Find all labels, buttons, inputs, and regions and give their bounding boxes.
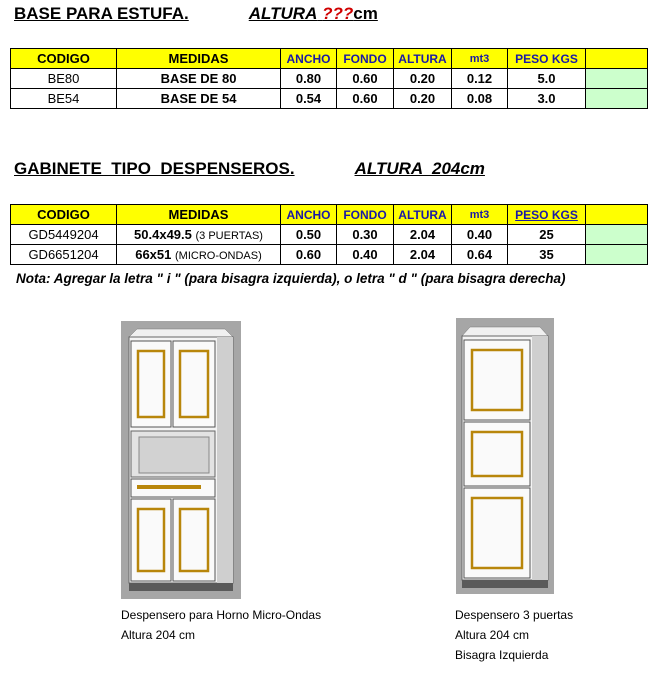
cell-codigo: GD6651204 [11, 245, 117, 265]
three-door-pantry-cabinet-image [456, 318, 554, 594]
green-cell [586, 69, 648, 89]
gabinete-table [10, 204, 648, 265]
medidas-value: 66x51 [135, 247, 172, 262]
cell-ancho: 0.50 [281, 225, 337, 245]
section2-title: GABINETE TIPO DESPENSEROS. [14, 159, 295, 178]
header-peso: PESO KGS [508, 49, 586, 69]
base-estufa-table [10, 48, 648, 109]
cell-altura: 2.04 [394, 245, 452, 265]
header-medidas: MEDIDAS [117, 49, 281, 69]
green-cell [586, 205, 648, 225]
cell-ancho: 0.60 [281, 245, 337, 265]
cell-codigo: GD5449204 [11, 225, 117, 245]
cell-mt3: 0.08 [452, 89, 508, 109]
header-codigo: CODIGO [11, 49, 117, 69]
cell-ancho: 0.54 [281, 89, 337, 109]
cell-altura: 0.20 [394, 89, 452, 109]
table-row [11, 245, 648, 265]
header-ancho: ANCHO [281, 49, 337, 69]
green-cell [586, 245, 648, 265]
table-header-row [11, 205, 648, 225]
header-altura: ALTURA [394, 205, 452, 225]
header-mt3: mt3 [452, 49, 508, 69]
caption-line: Despensero para Horno Micro-Ondas [121, 608, 322, 622]
header-altura: ALTURA [394, 49, 452, 69]
microwave-pantry-cabinet-image [121, 321, 241, 599]
table-row [11, 89, 648, 109]
header-ancho: ANCHO [281, 205, 337, 225]
cell-fondo: 0.60 [337, 89, 394, 109]
cell-ancho: 0.80 [281, 69, 337, 89]
cell-altura: 0.20 [394, 69, 452, 89]
cell-mt3: 0.40 [452, 225, 508, 245]
caption-line: Altura 204 cm [121, 628, 196, 642]
header-codigo: CODIGO [11, 205, 117, 225]
cell-fondo: 0.60 [337, 69, 394, 89]
green-cell [586, 225, 648, 245]
cell-codigo: BE54 [11, 89, 117, 109]
cell-mt3: 0.64 [452, 245, 508, 265]
cell-medidas [117, 245, 281, 265]
table-row [11, 225, 648, 245]
header-medidas: MEDIDAS [117, 205, 281, 225]
product-caption-microwave [121, 605, 321, 645]
cell-mt3: 0.12 [452, 69, 508, 89]
medidas-value: 50.4x49.5 [134, 227, 192, 242]
hinge-note: Nota: Agregar la letra " i " (para bisagra izquierda), o letra " d " (para bisagra derecha) [16, 271, 566, 286]
cell-peso: 5.0 [508, 69, 586, 89]
section2-heading [14, 159, 485, 179]
cell-medidas: BASE DE 54 [117, 89, 281, 109]
cell-peso: 35 [508, 245, 586, 265]
green-cell [586, 89, 648, 109]
cell-medidas [117, 225, 281, 245]
cell-altura: 2.04 [394, 225, 452, 245]
cell-peso: 3.0 [508, 89, 586, 109]
green-cell [586, 49, 648, 69]
cell-fondo: 0.40 [337, 245, 394, 265]
product-caption-three-door [455, 605, 573, 665]
caption-line: Bisagra Izquierda [455, 648, 549, 662]
section1-altura-label: ALTURA [248, 4, 318, 23]
cell-codigo: BE80 [11, 69, 117, 89]
header-mt3: mt3 [452, 205, 508, 225]
cell-peso: 25 [508, 225, 586, 245]
section1-title: BASE PARA ESTUFA. [14, 4, 189, 23]
header-fondo: FONDO [337, 205, 394, 225]
caption-line: Despensero 3 puertas [455, 608, 574, 622]
table-header-row [11, 49, 648, 69]
medidas-note: (MICRO-ONDAS) [175, 250, 262, 262]
header-fondo: FONDO [337, 49, 394, 69]
section1-altura-unit: cm [353, 4, 378, 23]
cell-medidas: BASE DE 80 [117, 69, 281, 89]
medidas-note: (3 PUERTAS) [195, 230, 263, 242]
header-peso: PESO KGS [508, 205, 586, 225]
section1-heading [14, 4, 378, 24]
cell-fondo: 0.30 [337, 225, 394, 245]
table-row [11, 69, 648, 89]
caption-line: Altura 204 cm [455, 628, 530, 642]
section2-altura-label: ALTURA 204cm [354, 159, 485, 178]
section1-altura-value: ??? [322, 4, 354, 23]
